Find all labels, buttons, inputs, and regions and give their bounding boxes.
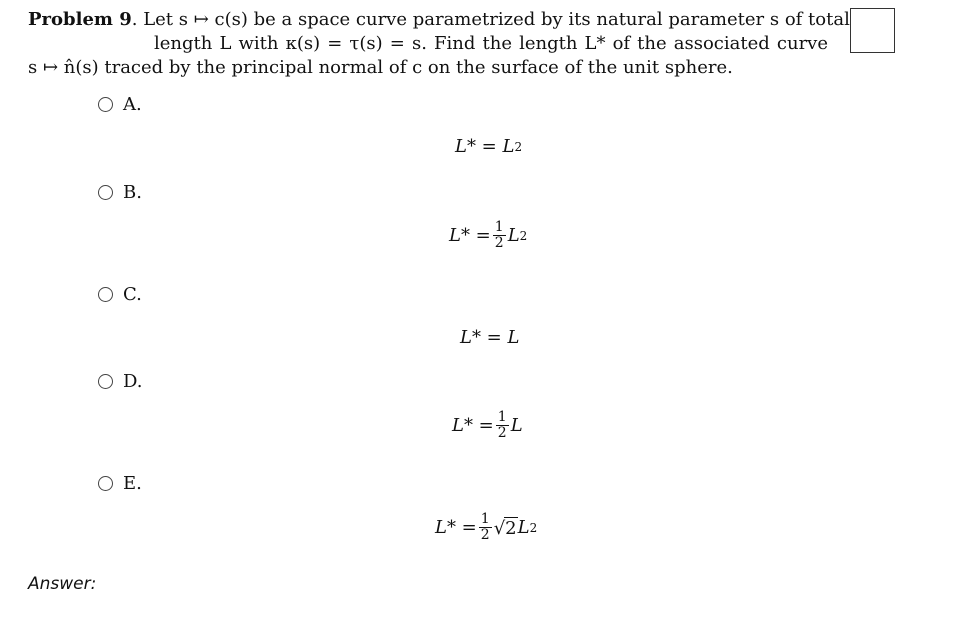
problem-line-1	[28, 8, 850, 32]
answer-label: Answer:	[28, 574, 97, 594]
answer-box[interactable]	[850, 8, 895, 53]
option-c-lhs: L* =	[460, 327, 502, 348]
option-e-sqrt-value: 2	[505, 517, 517, 539]
option-b-rhs: L	[507, 225, 520, 246]
option-d-label: D.	[123, 371, 143, 392]
option-d-frac-den: 2	[497, 425, 507, 441]
option-a-formula: L* = L 2	[455, 136, 523, 157]
option-d-radio[interactable]	[98, 374, 113, 389]
problem-text-1: . Let s ↦ c(s) be a space curve parametrized by its natural parameter s of total	[131, 9, 850, 30]
option-e-rhs: L	[517, 517, 530, 538]
problem-statement	[28, 8, 850, 80]
option-e-frac-den: 2	[480, 527, 490, 543]
option-c-rhs: L	[507, 327, 520, 348]
option-b-formula: L* = $\frac{1}{2}$ L 2	[449, 219, 528, 251]
option-b-frac-num: 1	[494, 219, 504, 235]
option-d-formula	[452, 410, 523, 441]
option-a[interactable]	[98, 94, 142, 115]
option-a-label: A.	[123, 94, 142, 115]
option-d-frac-num: 1	[497, 409, 507, 425]
option-e-frac-num: 1	[480, 511, 490, 527]
option-c-label: C.	[123, 284, 142, 305]
option-c-radio[interactable]	[98, 287, 113, 302]
problem-line-2	[28, 32, 828, 56]
sqrt-radical-icon: √	[493, 517, 506, 539]
option-a-rhs: L	[502, 136, 515, 157]
option-a-lhs: L* =	[455, 136, 497, 157]
option-d[interactable]	[98, 371, 143, 392]
option-e-lhs: L* =	[435, 517, 477, 538]
option-b-label: B.	[123, 182, 142, 203]
option-e-formula: L* = $\frac{1}{2}$ √ 2 L 2	[435, 511, 538, 543]
option-e-fraction	[479, 512, 492, 543]
option-b-frac-den: 2	[494, 235, 504, 251]
option-e-radio[interactable]	[98, 476, 113, 491]
option-c-formula	[460, 327, 519, 348]
option-b-fraction	[493, 220, 506, 251]
option-e[interactable]	[98, 473, 142, 494]
option-a-radio[interactable]	[98, 97, 113, 112]
option-e-sqrt	[494, 517, 518, 539]
problem-line-3	[28, 56, 828, 80]
problem-text-2: length L with κ(s) = τ(s) = s. Find the length L* of the associated curve	[154, 33, 828, 54]
option-d-lhs: L* =	[452, 415, 494, 436]
option-b-radio[interactable]	[98, 185, 113, 200]
option-e-label: E.	[123, 473, 142, 494]
option-c[interactable]	[98, 284, 142, 305]
option-d-fraction	[496, 410, 509, 441]
option-d-rhs: L	[510, 415, 523, 436]
option-b-lhs: L* =	[449, 225, 491, 246]
problem-heading: Problem 9	[28, 9, 132, 30]
problem-text-3: s ↦ n̂(s) traced by the principal normal of c on the surface of the unit sphere.	[28, 57, 733, 78]
option-b[interactable]	[98, 182, 142, 203]
